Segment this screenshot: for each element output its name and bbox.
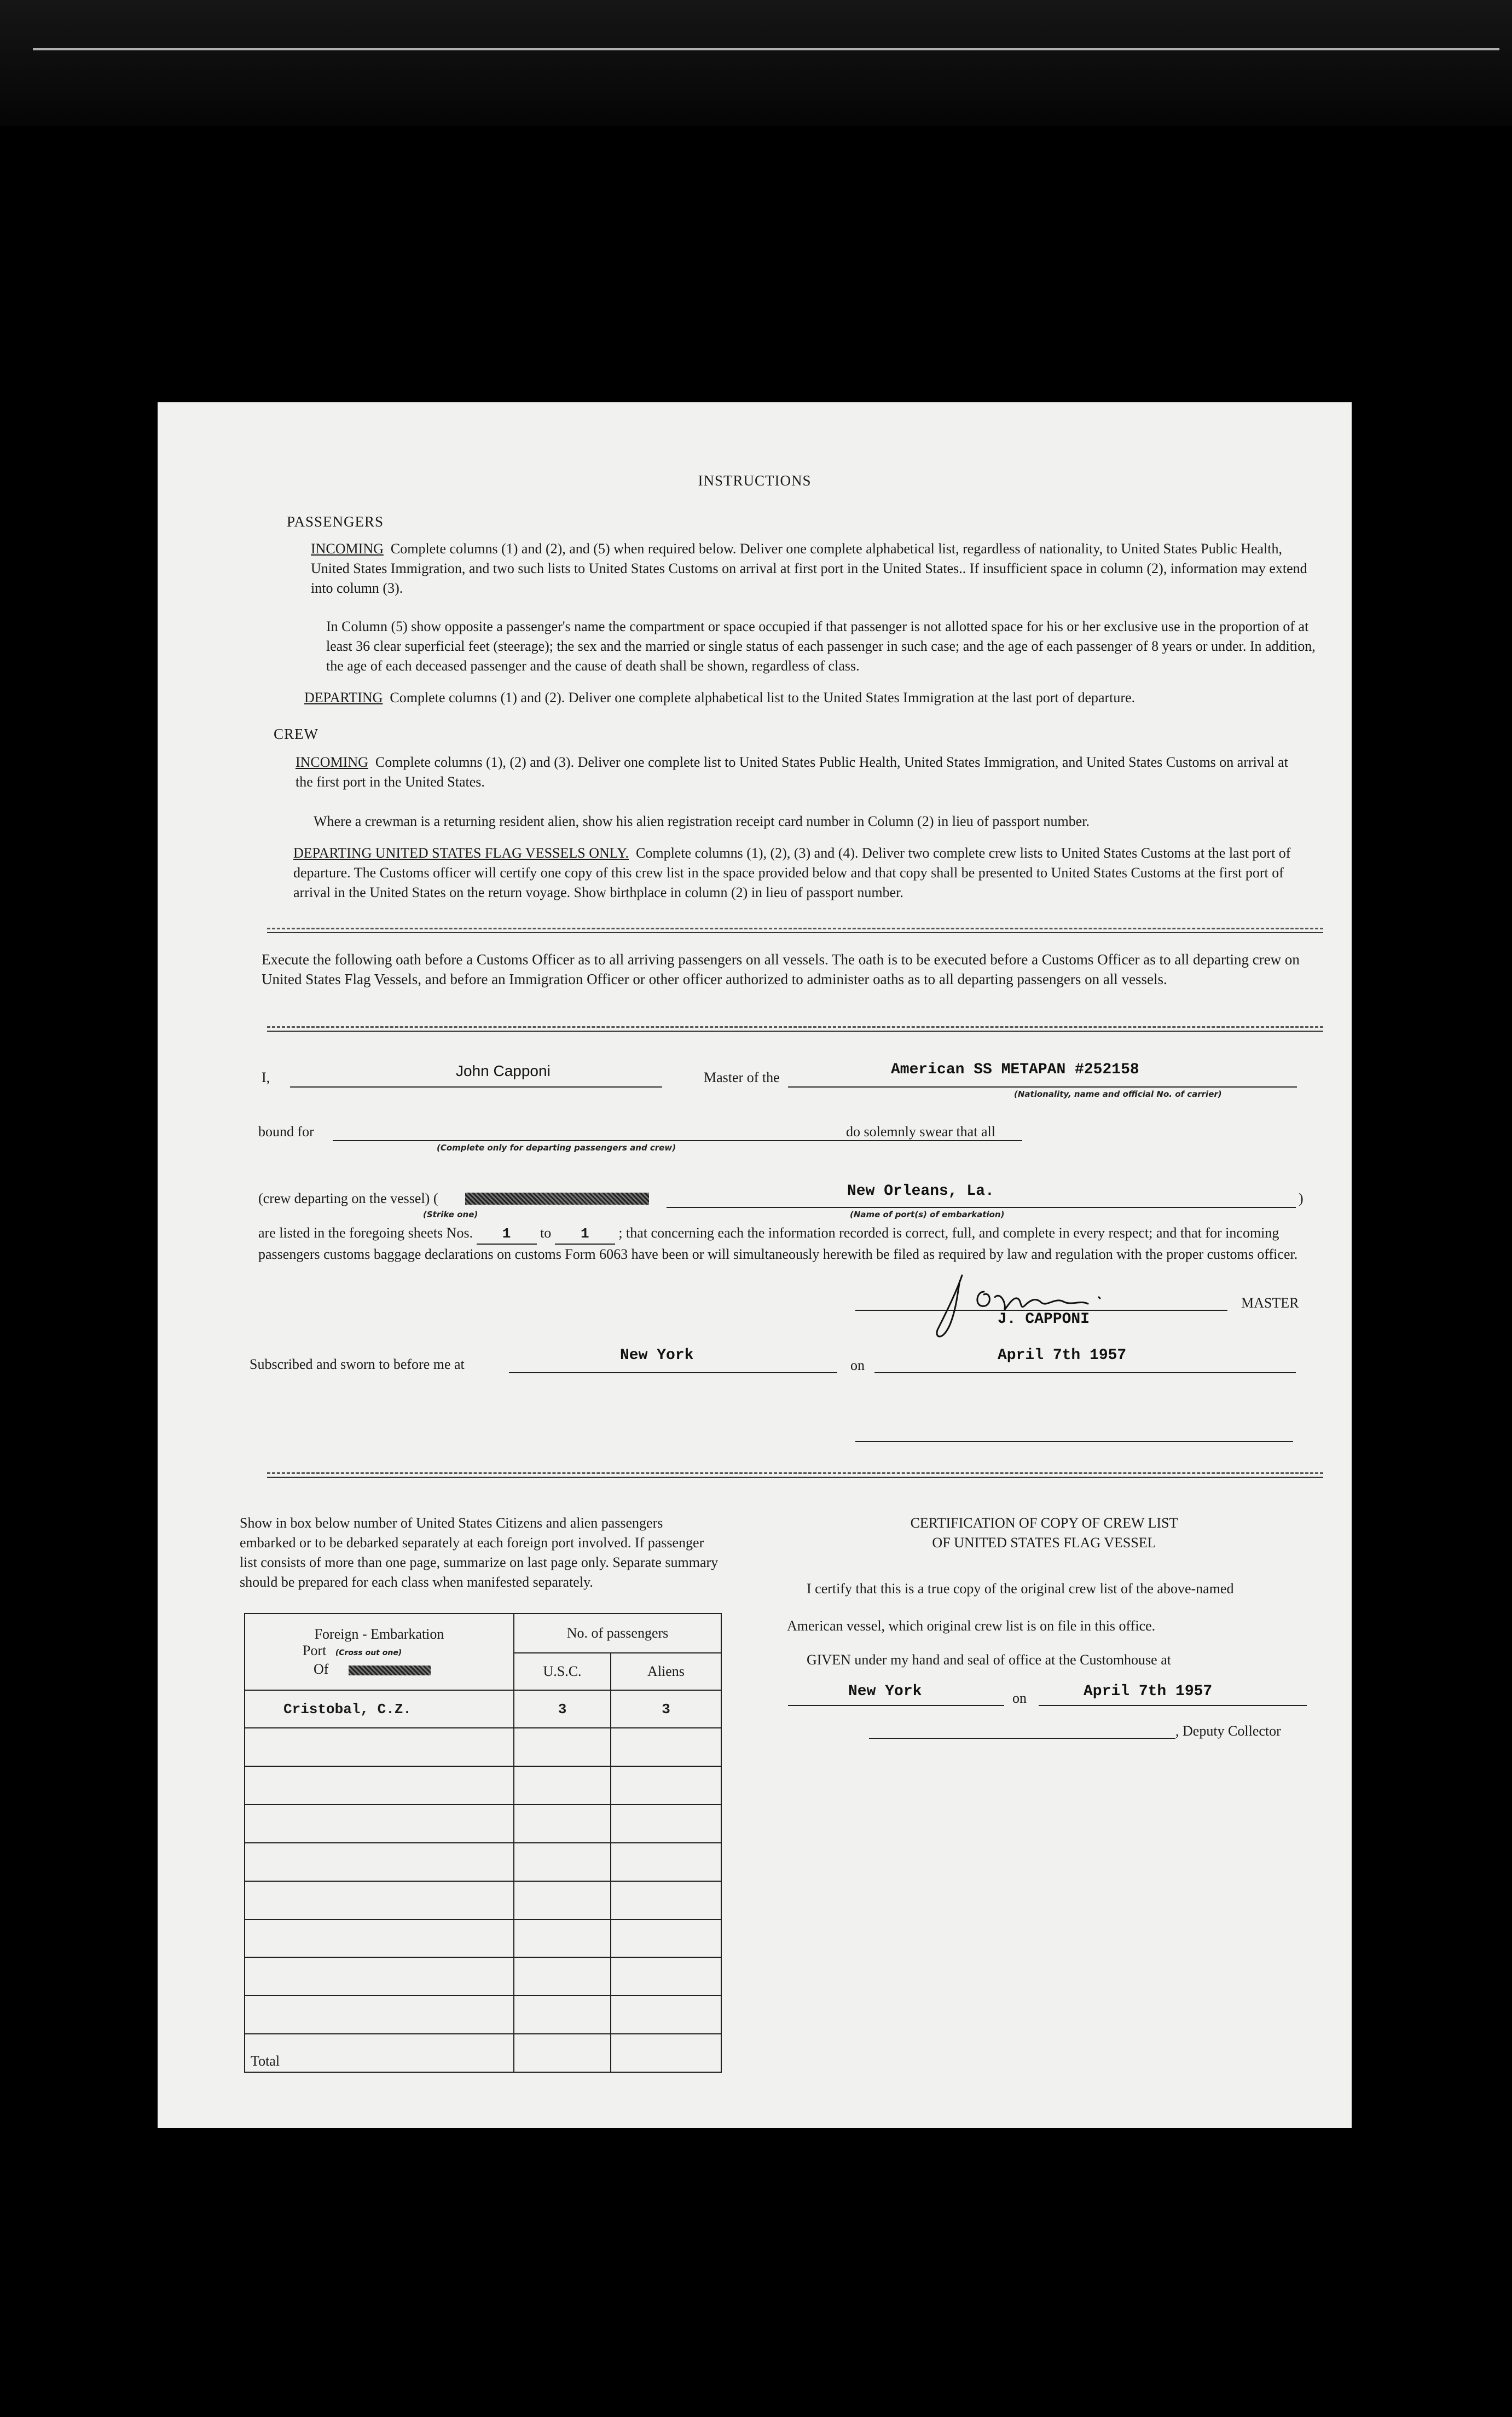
row-usc: 3 [514, 1690, 611, 1728]
certification-line-2: American vessel, which original crew list is on file in this office. [787, 1618, 1156, 1634]
departing-text: Complete columns (1) and (2). Deliver one complete alphabetical list to the United States Immigration at the last port of departure. [390, 690, 1136, 706]
sheet-to: 1 [555, 1224, 615, 1245]
aliens-header: Aliens [611, 1653, 721, 1690]
oath-intro-paragraph: Execute the following oath before a Customs Officer as to all arriving passengers on all vessels. The oath is to be executed before a Customs Officer as to all departing crew on United States Flag Vessels, and before an Immigration Officer or other officer authorized to administer oaths as to all departing passengers on all vessels. [262, 951, 1300, 987]
cert-date-line [1039, 1705, 1307, 1706]
master-label: MASTER [1241, 1295, 1299, 1311]
certification-title-2: OF UNITED STATES FLAG VESSEL [932, 1535, 1156, 1551]
cross-out-caption: (Cross out one) [335, 1648, 402, 1657]
port-header-1: Foreign - Embarkation [314, 1626, 444, 1642]
empty-row [245, 1766, 721, 1805]
sworn-place-line [509, 1372, 837, 1373]
close-paren: ) [1299, 1190, 1304, 1206]
flag-vessels-paragraph [293, 843, 1300, 903]
cert-place-line [788, 1705, 1004, 1706]
passengers-departing-paragraph [304, 688, 1317, 708]
vessel-name: American SS METAPAN #252158 [891, 1061, 1139, 1078]
officer-line [855, 1441, 1293, 1442]
sheet-to-word: to [540, 1225, 552, 1241]
empty-row [245, 1957, 721, 1996]
instructions-title: INSTRUCTIONS [698, 472, 812, 489]
crew-incoming-paragraph [296, 753, 1297, 792]
sworn-date: April 7th 1957 [998, 1347, 1127, 1364]
listed-rest: ; that concerning each the information recorded is correct, full, and complete in every respect; and that for incoming passengers customs baggage declarations on customs Form 6063 have been or will simultaneously herewith be filed as required by law and regulation with the proper customs officer. [258, 1225, 1298, 1262]
port-header-2: Port [303, 1642, 327, 1658]
sworn-date-line [874, 1372, 1296, 1373]
flag-vessels-label: DEPARTING UNITED STATES FLAG VESSELS ONLY. [293, 845, 629, 861]
incoming-label: INCOMING [311, 541, 384, 557]
subscribed-text: Subscribed and sworn to before me at [250, 1356, 465, 1372]
divider-line-2 [267, 1031, 1323, 1032]
port-caption: (Name of port(s) of embarkation) [850, 1210, 1005, 1219]
port-line [667, 1207, 1296, 1208]
certification-line-1: I certify that this is a true copy of the original crew list of the above-named [807, 1581, 1234, 1597]
oath-i-label: I, [262, 1069, 270, 1085]
crossed-out-word [349, 1666, 431, 1675]
sworn-place: New York [620, 1347, 694, 1364]
flag-vessels-text: Complete columns (1), (2), (3) and (4). Deliver two complete crew lists to United States Customs at the last port of departure. The Customs officer will certify one copy of this crew list in the space provided below and that copy shall be presented to United States Customs at the first port of arrival in the United States on the return voyage. Show birthplace in column (2) in lieu of passport number. [293, 845, 1291, 900]
deputy-collector-label: , Deputy Collector [1175, 1723, 1281, 1739]
strike-caption: (Strike one) [423, 1210, 478, 1219]
certification-line-3: GIVEN under my hand and seal of office at the Customhouse at [807, 1652, 1171, 1668]
empty-row [245, 1996, 721, 2034]
scanner-edge-line [33, 48, 1499, 50]
dashed-divider [267, 928, 1323, 929]
empty-row [245, 1805, 721, 1843]
signature-mark [924, 1270, 1143, 1346]
column5-paragraph: In Column (5) show opposite a passenger's name the compartment or space occupied if that passenger is not allotted space for his or her exclusive use in the proportion of at least 36 clear superficial feet (steerage); the sex and the married or single status of each passenger in such case; and the age of each passenger of 8 years or under. In addition, the age of each deceased passenger and the cause of death shall be shown, regardless of class. [326, 618, 1316, 674]
empty-row [245, 1881, 721, 1919]
dashed-divider-3 [267, 1472, 1323, 1474]
divider-line [267, 932, 1323, 933]
usc-header: U.S.C. [514, 1653, 611, 1690]
row-aliens: 3 [611, 1690, 721, 1728]
master-of-the-label: Master of the [704, 1069, 780, 1085]
cert-date: April 7th 1957 [1084, 1683, 1213, 1700]
vessel-caption: (Nationality, name and official No. of carrier) [1014, 1089, 1222, 1099]
sheet-from: 1 [477, 1224, 537, 1245]
embarkation-port: New Orleans, La. [847, 1183, 994, 1200]
bound-for-label: bound for [258, 1124, 314, 1140]
embarkation-summary-table [244, 1613, 722, 2073]
crew-heading: CREW [274, 726, 318, 742]
cert-place: New York [848, 1683, 922, 1700]
master-name-line [290, 1086, 662, 1088]
crew-resident-paragraph: Where a crewman is a returning resident alien, show his alien registration receipt card number in Column (2) in lieu of passport number. [314, 813, 1090, 829]
empty-row [245, 1728, 721, 1766]
struck-through-text [465, 1193, 649, 1205]
certification-title-1: CERTIFICATION OF COPY OF CREW LIST [910, 1515, 1178, 1531]
port-header-3: Of [314, 1661, 329, 1677]
summary-instructions: Show in box below number of United States Citizens and alien passengers embarked or to be debarked separately at each foreign port involved. If passenger list consists of more than one page, summarize on last page only. Separate summary should be prepared for each class when manifested separately. [240, 1515, 719, 1590]
signature-typed-name: J. CAPPONI [998, 1311, 1090, 1328]
total-label: Total [245, 2034, 514, 2072]
crew-departing-label: (crew departing on the vessel) ( [258, 1190, 438, 1206]
listed-text: are listed in the foregoing sheets Nos. [258, 1225, 473, 1241]
port-header-cell [245, 1614, 514, 1690]
cert-on-label: on [1012, 1690, 1027, 1706]
incoming-text: Complete columns (1) and (2), and (5) when required below. Deliver one complete alphabetical list, regardless of nationality, to United States Public Health, United States Immigration, and two such lists to United States Customs on arrival at first port in the United States.. If insufficient space in column (2), information may extend into column (3). [311, 541, 1307, 596]
passengers-incoming-paragraph [311, 539, 1312, 598]
row-port: Cristobal, C.Z. [245, 1690, 514, 1728]
crew-incoming-text: Complete columns (1), (2) and (3). Deliver one complete list to United States Public Health, United States Immigration, and United States Customs on arrival at the first port in the United States. [296, 754, 1288, 790]
bound-for-caption: (Complete only for departing passengers and crew) [437, 1143, 676, 1153]
vessel-line [788, 1086, 1297, 1088]
dashed-divider-2 [267, 1026, 1323, 1028]
crew-list-form-page [158, 402, 1352, 2128]
departing-label: DEPARTING [304, 690, 383, 706]
table-row [245, 1690, 721, 1728]
sworn-on-label: on [850, 1357, 865, 1373]
divider-line-3 [267, 1477, 1323, 1478]
passengers-heading: PASSENGERS [287, 513, 384, 530]
empty-row [245, 1919, 721, 1958]
deputy-signature-line [869, 1738, 1175, 1739]
crew-incoming-label: INCOMING [296, 754, 368, 770]
total-row [245, 2034, 721, 2072]
scanner-top-band [0, 0, 1512, 126]
listed-paragraph [258, 1223, 1304, 1264]
master-name: John Capponi [456, 1062, 551, 1079]
empty-row [245, 1843, 721, 1881]
swear-text: do solemnly swear that all [846, 1124, 995, 1140]
passengers-header: No. of passengers [514, 1614, 721, 1653]
